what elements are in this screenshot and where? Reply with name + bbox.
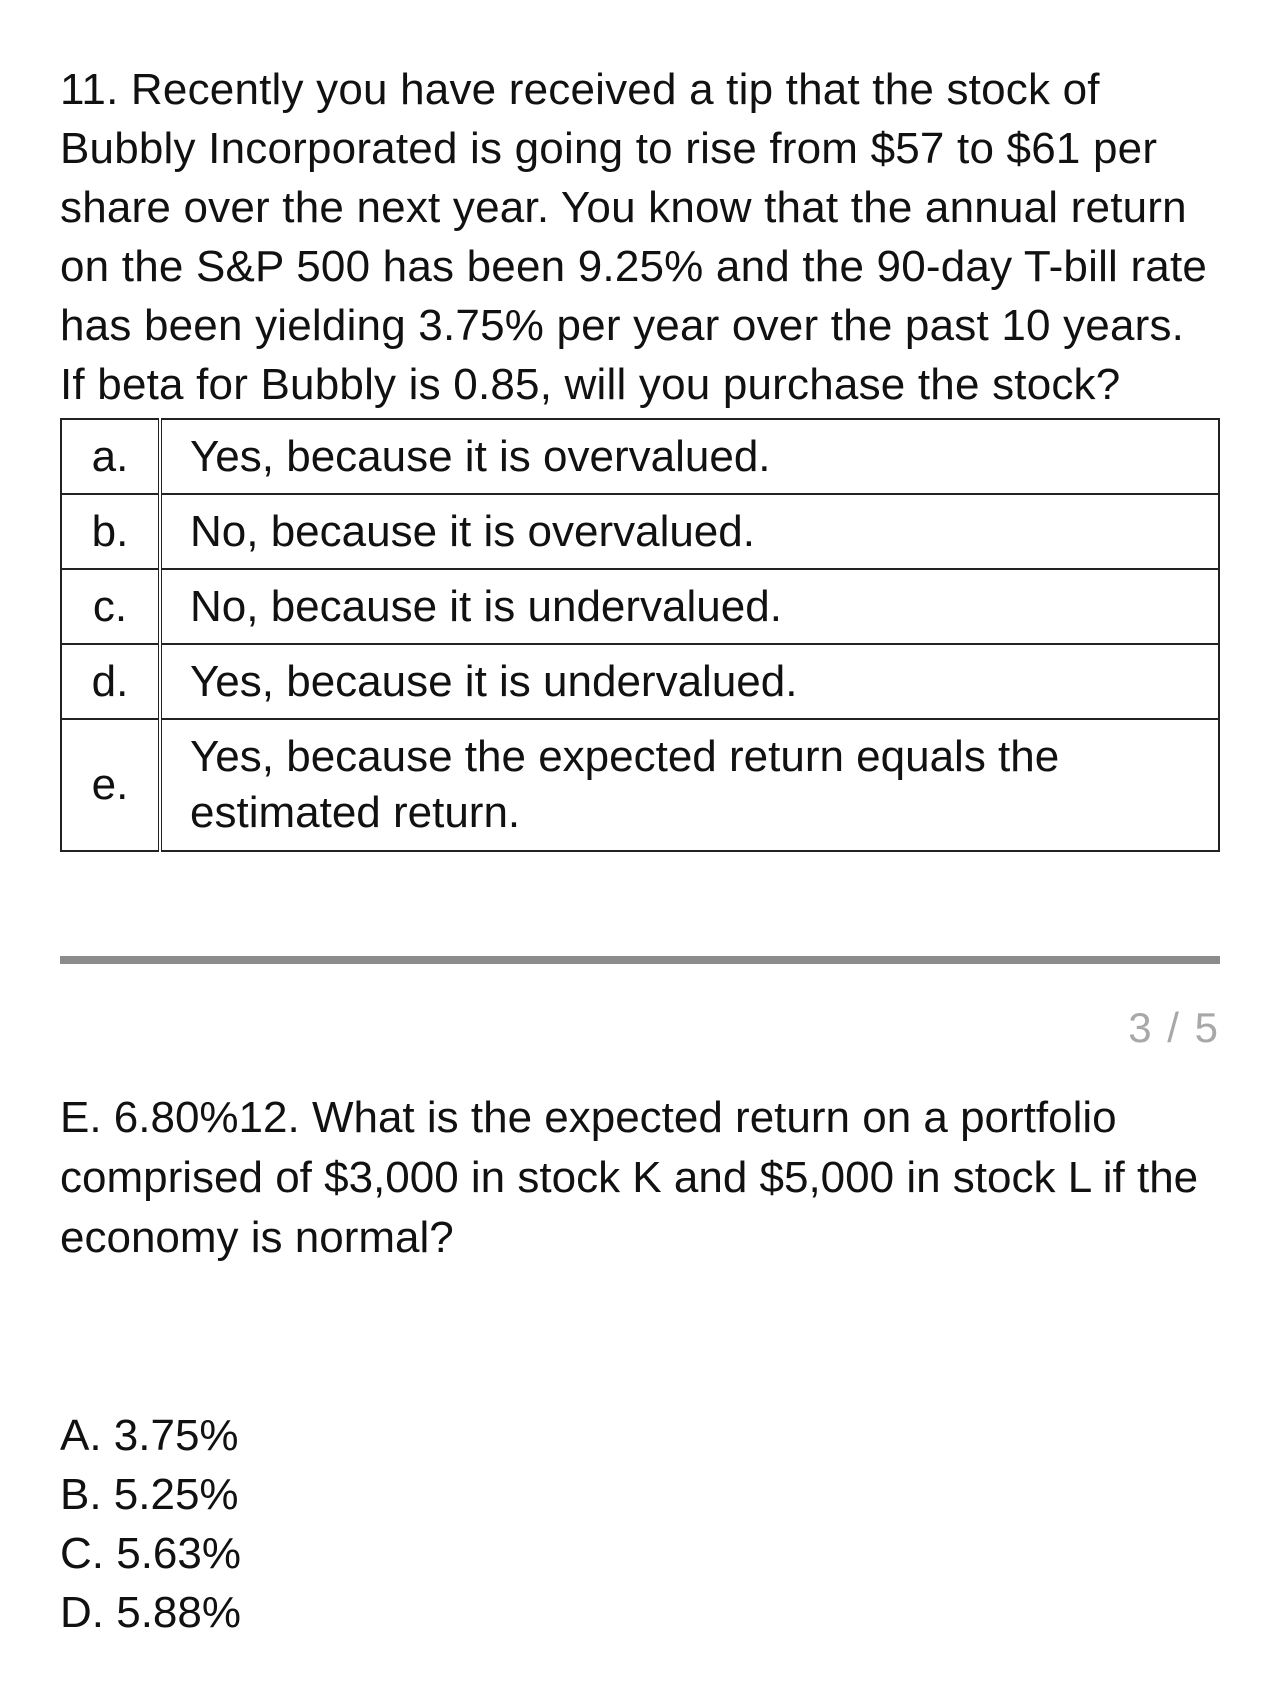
question-11-block (60, 60, 1220, 852)
answer-option-a[interactable]: A. 3.75% (60, 1411, 239, 1460)
option-text: No, because it is undervalued. (160, 569, 1219, 644)
option-row-d[interactable] (61, 644, 1219, 719)
answer-option-b[interactable]: B. 5.25% (60, 1470, 239, 1519)
option-letter: d. (61, 644, 160, 719)
question-12-text: E. 6.80%12. What is the expected return on a portfolio comprised of $3,000 in stock K and $5,000 in stock L if the economy is normal? (60, 1093, 1199, 1262)
option-text: Yes, because the expected return equals the estimated return. (160, 719, 1219, 851)
question-11-text: 11. Recently you have received a tip that the stock of Bubbly Incorporated is going to rise from $57 to $61 per share over the next year. You know that the annual return on the S&P 500 has been 9.25% and the 90-day T-bill rate has been yielding 3.75% per year over the past 10 years. If beta for Bubbly is 0.85, will you purchase the stock? (60, 65, 1208, 409)
question-12-answers (60, 1406, 241, 1642)
option-letter: a. (61, 419, 160, 494)
option-letter: b. (61, 494, 160, 569)
option-text: Yes, because it is overvalued. (160, 419, 1219, 494)
option-row-c[interactable] (61, 569, 1219, 644)
option-letter: c. (61, 569, 160, 644)
option-text: Yes, because it is undervalued. (160, 644, 1219, 719)
answer-option-d[interactable]: D. 5.88% (60, 1588, 241, 1637)
answer-options-table (60, 418, 1220, 852)
page-counter: 3 / 5 (1128, 1004, 1220, 1051)
option-row-b[interactable] (61, 494, 1219, 569)
option-row-e[interactable] (61, 719, 1219, 851)
section-divider (60, 956, 1220, 964)
answer-option-c[interactable]: C. 5.63% (60, 1529, 241, 1578)
option-letter: e. (61, 719, 160, 851)
option-text: No, because it is overvalued. (160, 494, 1219, 569)
option-row-a[interactable] (61, 419, 1219, 494)
